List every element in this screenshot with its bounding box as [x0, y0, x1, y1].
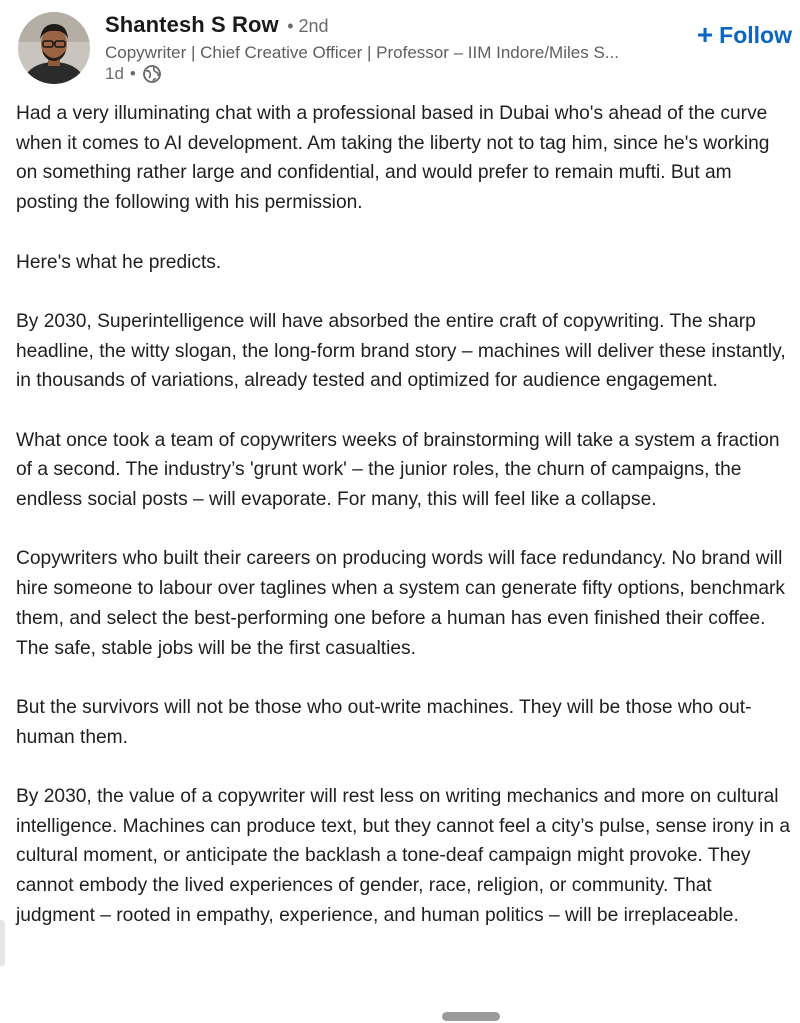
post-time: 1d	[105, 64, 124, 83]
edge-handle	[0, 920, 5, 966]
author-name-row	[105, 12, 329, 38]
globe-icon	[142, 64, 162, 84]
person-avatar-icon	[18, 12, 90, 84]
post-paragraph: Had a very illuminating chat with a professional based in Dubai who's ahead of the curve when it comes to AI development. Am taking the liberty not to tag him, since he's working on something rather large and confidential, and would prefer to remain mufti. But am posting the following with his permission.	[16, 103, 770, 214]
post-meta	[105, 64, 162, 84]
post-paragraph: What once took a team of copywriters weeks of brainstorming will take a system a fraction of a second. The industry’s 'grunt work' – the junior roles, the churn of campaigns, the endless social posts – will evaporate. For many, this will feel like a collapse.	[16, 429, 780, 511]
home-indicator[interactable]	[442, 1012, 500, 1021]
author-name[interactable]: Shantesh S Row	[105, 12, 279, 37]
plus-icon: +	[696, 19, 714, 50]
post-paragraph: Copywriters who built their careers on producing words will face redundancy. No brand will hire someone to labour over taglines when a system can generate fifty options, benchmark them, and select the best-performing one before a human has even finished their coffee. The safe, stable jobs will be the first casualties.	[16, 548, 785, 659]
author-avatar[interactable]	[18, 12, 90, 84]
post-paragraph: Here's what he predicts.	[16, 251, 222, 273]
follow-label: Follow	[719, 21, 792, 48]
meta-separator: •	[129, 64, 136, 83]
post-body	[16, 99, 794, 960]
author-headline: Copywriter | Chief Creative Officer | Professor – IIM Indore/Miles S...	[105, 43, 619, 62]
post-header	[0, 0, 800, 96]
post-paragraph: By 2030, Superintelligence will have absorbed the entire craft of copywriting. The sharp headline, the witty slogan, the long-form brand story – machines will deliver these instantly, in thousands of variations, already tested and optimized for audience engagement.	[16, 310, 786, 392]
follow-button[interactable]	[697, 18, 792, 52]
connection-degree: • 2nd	[287, 16, 329, 36]
post-paragraph: By 2030, the value of a copywriter will rest less on writing mechanics and more on cultural intelligence. Machines can produce text, but they cannot feel a city’s pulse, sense irony in a cultural moment, or anticipate the backlash a tone-deaf campaign might provoke. They cannot embody the lived experiences of gender, race, religion, or community. That judgment – rooted in empathy, experience, and human politics – will be irreplaceable.	[16, 786, 790, 926]
post-paragraph: But the survivors will not be those who out-write machines. They will be those who out-human them.	[16, 696, 752, 748]
